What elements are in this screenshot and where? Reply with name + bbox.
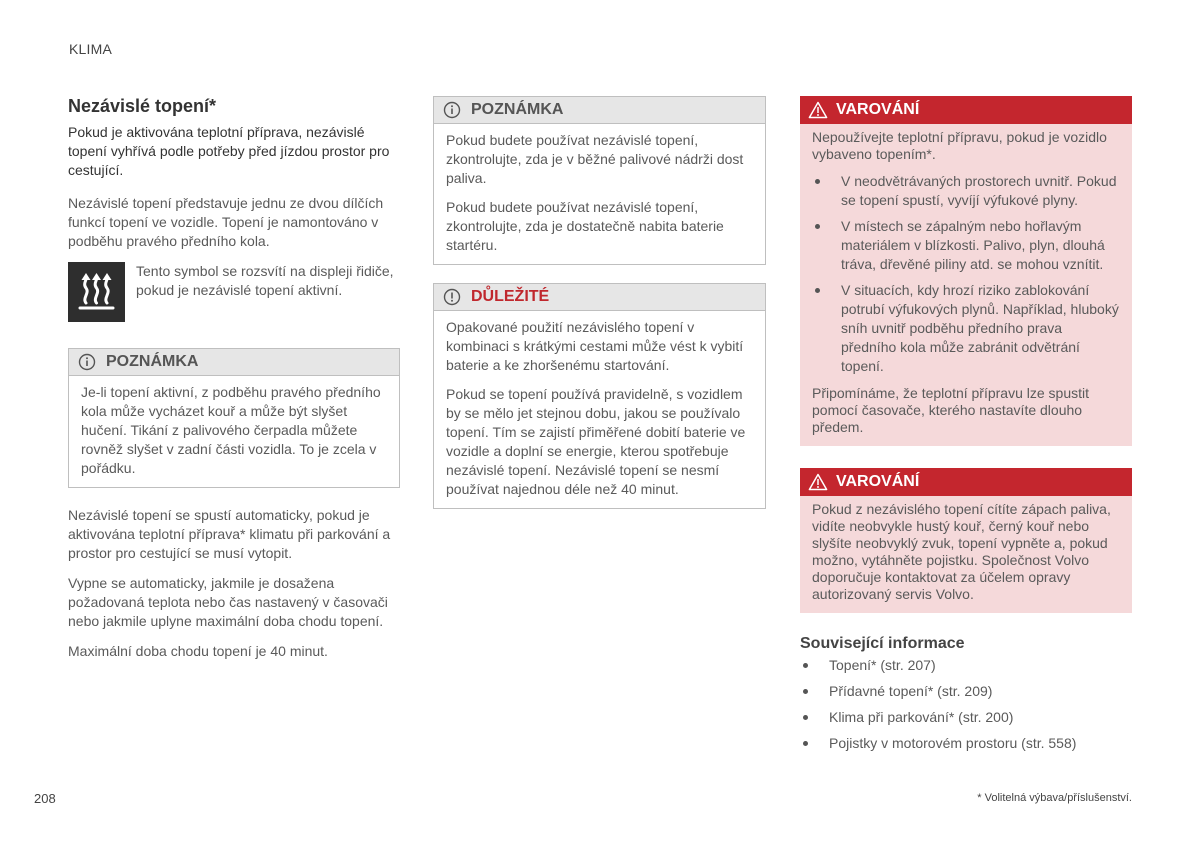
note-body xyxy=(69,376,399,487)
warning-triangle-icon xyxy=(808,101,828,119)
warning-text: Nepoužívejte teplotní přípravu, pokud je vozidlo vybaveno topením*. xyxy=(812,129,1107,162)
important-box xyxy=(433,283,766,509)
related-link-item[interactable] xyxy=(800,656,1132,675)
warning-triangle-icon xyxy=(808,473,828,491)
intro-paragraph: Pokud je aktivována teplotní příprava, nezávislé topení vyhřívá podle potřeby před jízdou prostor pro cestující. xyxy=(68,124,390,178)
warning-text: Pokud z nezávislého topení cítíte zápach paliva, vidíte neobvykle hustý kouř, černý kouř nebo slyšíte neobvyklý zvuk, topení vypněte a, pokud možno, vytáhněte pojistku. Společnost Volvo doporučuje kontaktovat za účelem opravy autorizovaný servis Volvo. xyxy=(812,501,1111,602)
warning-header xyxy=(800,468,1132,496)
warning-header xyxy=(800,96,1132,124)
related-info-title: Související informace xyxy=(800,635,965,652)
body-paragraph: Nezávislé topení se spustí automaticky, pokud je aktivována teplotní příprava* klimatu při parkování a prostor pro cestující se musí vytopit. xyxy=(68,507,391,561)
column-right xyxy=(800,96,1132,760)
warning-title: VAROVÁNÍ xyxy=(836,473,920,490)
body-paragraph: Maximální doba chodu topení je 40 minut. xyxy=(68,643,328,659)
related-link[interactable]: Klima při parkování* (str. 200) xyxy=(829,709,1014,725)
related-link[interactable]: Topení* (str. 207) xyxy=(829,657,936,673)
info-icon xyxy=(443,101,461,119)
note-box xyxy=(433,96,766,265)
note-title: POZNÁMKA xyxy=(106,353,199,370)
warning-body xyxy=(800,496,1132,613)
note-text: Pokud budete používat nezávislé topení, zkontrolujte, zda je v běžné palivové nádrži dost paliva. xyxy=(446,132,744,186)
warning-text: Připomínáme, že teplotní přípravu lze spustit pomocí časovače, kterého nastavíte dlouho předem. xyxy=(812,385,1090,435)
body-paragraph: Vypne se automaticky, jakmile je dosažena požadovaná teplota nebo čas nastavený v časovači nebo jakmile uplyne maximální doba chodu topení. xyxy=(68,575,388,629)
note-header xyxy=(69,349,399,376)
info-icon xyxy=(78,353,96,371)
page-number: 208 xyxy=(34,791,56,806)
warning-list xyxy=(812,172,1120,376)
heater-symbol-icon xyxy=(68,262,125,322)
important-text: Opakované použití nezávislého topení v kombinaci s krátkými cestami může vést k vybití baterie a ke zhoršenému startování. xyxy=(446,319,744,373)
footnote: * Volitelná výbava/příslušenství. xyxy=(977,792,1132,804)
column-middle xyxy=(433,96,766,527)
symbol-explanation xyxy=(68,262,400,322)
note-title: POZNÁMKA xyxy=(471,101,564,118)
important-text: Pokud se topení používá pravidelně, s vozidlem by se mělo jet stejnou dobu, jakou se používalo topení. Tím se zajistí přiměřené dobití baterie ve vozidle a doplní se energie, kterou spotřebuje nezávislé topení. Nezávislé topení se nesmí používat najednou déle než 40 minut. xyxy=(446,386,746,497)
exclamation-icon xyxy=(443,288,461,306)
warning-title: VAROVÁNÍ xyxy=(836,101,920,118)
column-left xyxy=(68,96,400,672)
warning-box xyxy=(800,468,1132,613)
note-box xyxy=(68,348,400,488)
related-info-list xyxy=(800,656,1132,753)
note-text: Pokud budete používat nezávislé topení, zkontrolujte, zda je dostatečně nabita baterie startéru. xyxy=(446,199,724,253)
body-paragraph: Nezávislé topení představuje jednu ze dvou dílčích funkcí topení ve vozidle. Topení je namontováno v podběhu pravého předního kola. xyxy=(68,195,384,249)
section-title: Nezávislé topení* xyxy=(68,96,217,116)
important-body xyxy=(434,311,765,508)
related-link[interactable]: Přídavné topení* (str. 209) xyxy=(829,683,993,699)
important-header xyxy=(434,284,765,311)
symbol-description: Tento symbol se rozsvítí na displeji řidiče, pokud je nezávislé topení aktivní. xyxy=(136,263,394,298)
section-header: KLIMA xyxy=(69,41,113,57)
note-header xyxy=(434,97,765,124)
note-text: Je-li topení aktivní, z podběhu pravého předního kola může vycházet kouř a může být slyšet hučení. Tikání z palivového čerpadla můžete rovněž slyšet v zadní části vozidla. To je zcela v pořádku. xyxy=(81,384,381,476)
note-body xyxy=(434,124,765,264)
related-link-item[interactable] xyxy=(800,734,1132,753)
list-item: V situacích, kdy hrozí riziko zablokování potrubí výfukových plynů. Například, hluboký sníh uvnitř podběhu předního prava předního kola může zabránit odvětrání topení. xyxy=(812,281,1120,376)
related-link-item[interactable] xyxy=(800,682,1132,701)
list-item: V místech se zápalným nebo hořlavým materiálem v blízkosti. Palivo, plyn, dlouhá tráva, dřevěné piliny atd. se mohou vznítit. xyxy=(812,217,1120,274)
related-link[interactable]: Pojistky v motorovém prostoru (str. 558) xyxy=(829,735,1077,751)
warning-box xyxy=(800,96,1132,446)
list-item: V neodvětrávaných prostorech uvnitř. Pokud se topení spustí, vyvíjí výfukové plyny. xyxy=(812,172,1120,210)
important-title: DŮLEŽITÉ xyxy=(471,288,550,305)
warning-body xyxy=(800,124,1132,446)
related-link-item[interactable] xyxy=(800,708,1132,727)
